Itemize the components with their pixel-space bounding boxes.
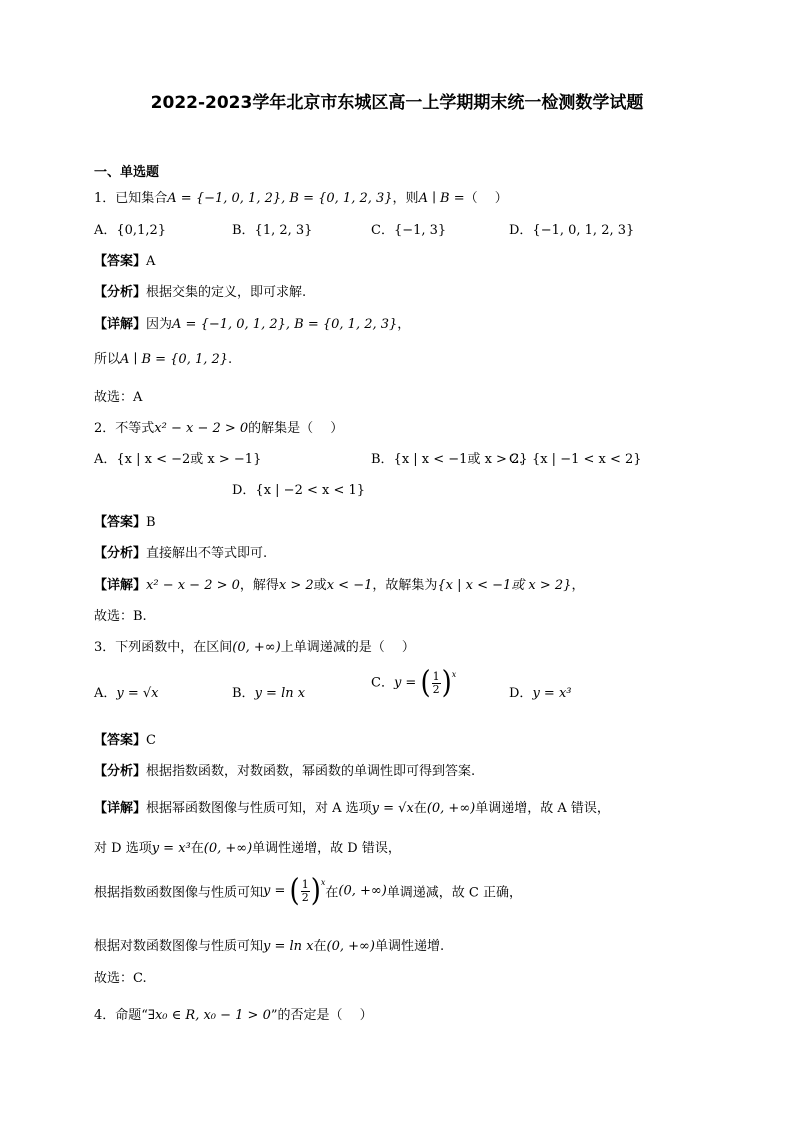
answer-value: C [146,733,156,748]
q4-stem-text: 4．命题“ [94,1008,148,1023]
q3-detail [94,797,610,816]
detail-math: x² − x − 2 > 0 [146,578,240,593]
detail-text: 对 D 选项 [94,841,152,856]
analysis-tag: 【分析】 [94,546,147,561]
q1-option-d: D．{−1, 0, 1, 2, 3} [509,223,635,238]
q3-detail-line4 [94,935,444,954]
q1-stem-text: 1．已知集合 [94,191,168,206]
q1-choose: 故选：A [94,390,143,405]
question-4-stem [94,1004,373,1023]
q2-choose: 故选：B. [94,609,147,624]
detail-math: x > 2 [278,578,314,593]
exponent: x [320,878,326,887]
detail-text: 在 [313,939,327,954]
detail-math: (0, +∞) [426,801,476,816]
left-paren: ( [289,873,300,909]
detail-tag: 【详解】 [94,317,147,332]
q3-stem-math: (0, +∞) [232,640,281,655]
detail-tag: 【详解】 [94,578,147,593]
answer-value: A [146,254,156,269]
detail-text: 在 [413,801,427,816]
page-title: 2022-2023学年北京市东城区高一上学期期末统一检测数学试题 [150,93,644,113]
q3-option-a [94,682,159,701]
fraction-expression [420,665,457,701]
q2-stem-math: x² − x − 2 > 0 [154,421,249,436]
detail-text: 根据幂函数图像与性质可知，对 A 选项 [146,801,372,816]
detail-text: 根据对数函数图像与性质可知 [94,939,264,954]
q3-choose: 故选：C. [94,971,147,986]
detail-math: (0, +∞) [203,841,253,856]
q1-option-c: C．{−1, 3} [371,223,447,238]
detail-math: y = ln x [263,939,314,954]
q1-answer [94,250,155,269]
q2-stem-text: 2．不等式 [94,421,155,436]
question-2-stem [94,417,343,436]
q1-option-b: B．{1, 2, 3} [232,223,313,238]
q3-answer [94,729,156,748]
section-heading: 一、单选题 [94,165,160,180]
q1-stem-post: =（ ） [449,191,508,206]
analysis-tag: 【分析】 [94,764,147,779]
q4-stem-math: ∃x₀ ∈ R, x₀ − 1 > 0 [147,1008,271,1023]
detail-tag: 【详解】 [94,801,147,816]
answer-tag: 【答案】 [94,733,147,748]
answer-tag: 【答案】 [94,254,147,269]
detail-math: A = {−1, 0, 1, 2}, B = {0, 1, 2, 3} [172,317,398,332]
analysis-text: 根据交集的定义，即可求解. [146,285,307,300]
q4-stem-post: ”的否定是（ ） [270,1008,373,1023]
detail-math: A ∣ B = {0, 1, 2} [120,352,229,367]
detail-text: ，故解集为 [372,578,438,593]
fraction-denominator: 2 [432,682,440,696]
fraction [432,671,441,696]
option-label: A． [94,686,117,701]
q3-analysis [94,760,475,779]
detail-text: 或 [313,578,327,593]
right-paren: ) [441,665,452,701]
detail-text: 根据指数函数图像与性质可知 [94,885,264,901]
detail-math: y = [263,883,286,899]
detail-text: 单调性递增. [374,939,445,954]
q2-stem-post: 的解集是（ ） [248,421,344,436]
detail-post: ， [397,317,411,332]
q3-detail-line2 [94,837,401,856]
q3-option-c [371,665,457,701]
exponent: x [451,670,457,679]
detail-math: (0, +∞) [326,939,375,954]
fraction-expression [289,873,326,909]
q1-stem-mid: ，则 [392,191,419,206]
q3-option-d [509,682,571,701]
option-math: y = x³ [532,686,572,701]
q2-option-a: A．{x | x < −2或 x > −1} [94,452,262,467]
option-math: y = ln x [254,686,306,701]
detail-post: ， [571,578,585,593]
q2-option-c: C．{x | −1 < x < 2} [509,452,642,467]
q1-detail-line2 [94,348,232,367]
detail-math: {x | x < −1或 x > 2} [437,578,572,593]
detail-math: x < −1 [326,578,373,593]
option-math: y = √x [116,686,159,701]
q1-detail [94,313,410,332]
detail-text: ，解得 [239,578,279,593]
answer-tag: 【答案】 [94,515,147,530]
q2-option-b: B．{x | x < −1或 x > 2} [371,452,528,467]
analysis-text: 直接解出不等式即可. [146,546,268,561]
q3-option-b [232,682,305,701]
q2-option-d: D．{x | −2 < x < 1} [232,483,366,498]
q2-answer [94,511,156,530]
option-label: B． [232,686,255,701]
analysis-text: 根据指数函数，对数函数，幂函数的单调性即可得到答案. [146,764,476,779]
option-label: C． [371,675,394,691]
detail-text: 在 [190,841,204,856]
detail-math: y = x³ [151,841,191,856]
detail-math: y = √x [371,801,414,816]
fraction-numerator: 1 [301,877,309,891]
q1-stem-math2: A ∣ B [418,191,450,206]
detail-text: 在 [325,885,339,901]
fraction-numerator: 1 [432,669,440,683]
option-math: y = [393,675,417,691]
detail-text: 所以 [94,352,121,367]
q2-detail [94,574,584,593]
question-1-stem [94,187,508,206]
detail-text: 因为 [146,317,173,332]
detail-text: 单调性递增，故 D 错误， [252,841,401,856]
option-label: D． [509,686,533,701]
fraction [301,879,310,904]
fraction-denominator: 2 [301,890,309,904]
q1-analysis [94,281,306,300]
q1-stem-math: A = {−1, 0, 1, 2}, B = {0, 1, 2, 3} [167,191,393,206]
detail-text: 单调递减，故 C 正确， [386,885,522,901]
q3-stem-text: 3．下列函数中，在区间 [94,640,233,655]
question-3-stem [94,636,415,655]
detail-post: . [228,352,233,367]
detail-math: (0, +∞) [338,883,387,899]
q3-detail-line3 [94,873,522,909]
q1-option-a: A．{0,1,2} [94,223,167,238]
q2-analysis [94,542,267,561]
q3-stem-post: 上单调递减的是（ ） [280,640,415,655]
left-paren: ( [420,665,431,701]
detail-text: 单调递增，故 A 错误， [475,801,610,816]
analysis-tag: 【分析】 [94,285,147,300]
answer-value: B [146,515,156,530]
right-paren: ) [310,873,321,909]
